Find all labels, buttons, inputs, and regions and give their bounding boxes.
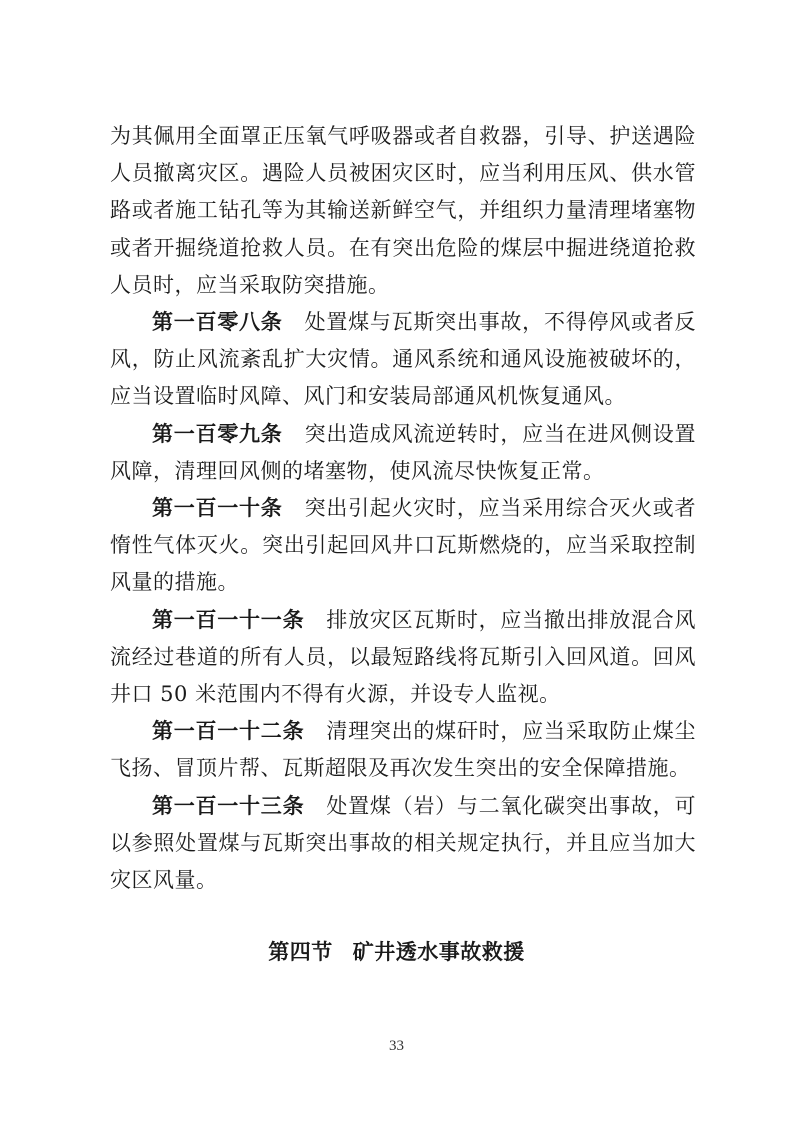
article-number: 第一百一十三条 xyxy=(152,793,305,818)
article-number: 第一百零八条 xyxy=(152,310,283,335)
article-111 xyxy=(110,602,696,714)
article-number: 第一百一十一条 xyxy=(152,607,305,632)
document-body xyxy=(110,118,696,899)
paragraph-text: 为其佩用全面罩正压氧气呼吸器或者自救器，引导、护送遇险人员撤离灾区。遇险人员被困灾区时，应当利用压风、供水管路或者施工钻孔等为其输送新鲜空气，并组织力量清理堵塞物或者开掘绕道抢救人员。在有突出危险的煤层中掘进绕道抢救人员时，应当采取防突措施。 xyxy=(110,124,696,297)
section-heading xyxy=(0,936,793,966)
page-number: 33 xyxy=(389,1038,404,1054)
article-108 xyxy=(110,304,696,416)
article-number: 第一百零九条 xyxy=(152,421,283,446)
article-text: 突出造成风流逆转时，应当在进风侧设置风障，清理回风侧的堵塞物，使风流尽快恢复正常。 xyxy=(110,421,697,483)
section-number: 第四节 xyxy=(268,940,333,964)
article-text: 处置煤（岩）与二氧化碳突出事故，可以参照处置煤与瓦斯突出事故的相关规定执行，并且应当加大灾区风量。 xyxy=(110,793,697,893)
article-113 xyxy=(110,788,696,900)
article-110 xyxy=(110,490,696,602)
article-number: 第一百一十二条 xyxy=(152,719,305,744)
article-text: 排放灾区瓦斯时，应当撤出排放混合风流经过巷道的所有人员，以最短路线将瓦斯引入回风道。回风井口 50 米范围内不得有火源，并设专人监视。 xyxy=(110,607,697,707)
article-text: 清理突出的煤矸时，应当采取防止煤尘飞扬、冒顶片帮、瓦斯超限及再次发生突出的安全保障措施。 xyxy=(110,719,697,781)
article-text: 处置煤与瓦斯突出事故，不得停风或者反风，防止风流紊乱扩大灾情。通风系统和通风设施被破坏的，应当设置临时风障、风门和安装局部通风机恢复通风。 xyxy=(110,310,697,409)
article-text: 突出引起火灾时，应当采用综合灭火或者惰性气体灭火。突出引起回风井口瓦斯燃烧的，应当采取控制风量的措施。 xyxy=(110,496,697,595)
section-title-text: 矿井透水事故救援 xyxy=(352,940,525,964)
article-number: 第一百一十条 xyxy=(152,496,283,521)
paragraph-continuation xyxy=(110,118,696,304)
article-109 xyxy=(110,416,696,490)
article-112 xyxy=(110,713,696,787)
